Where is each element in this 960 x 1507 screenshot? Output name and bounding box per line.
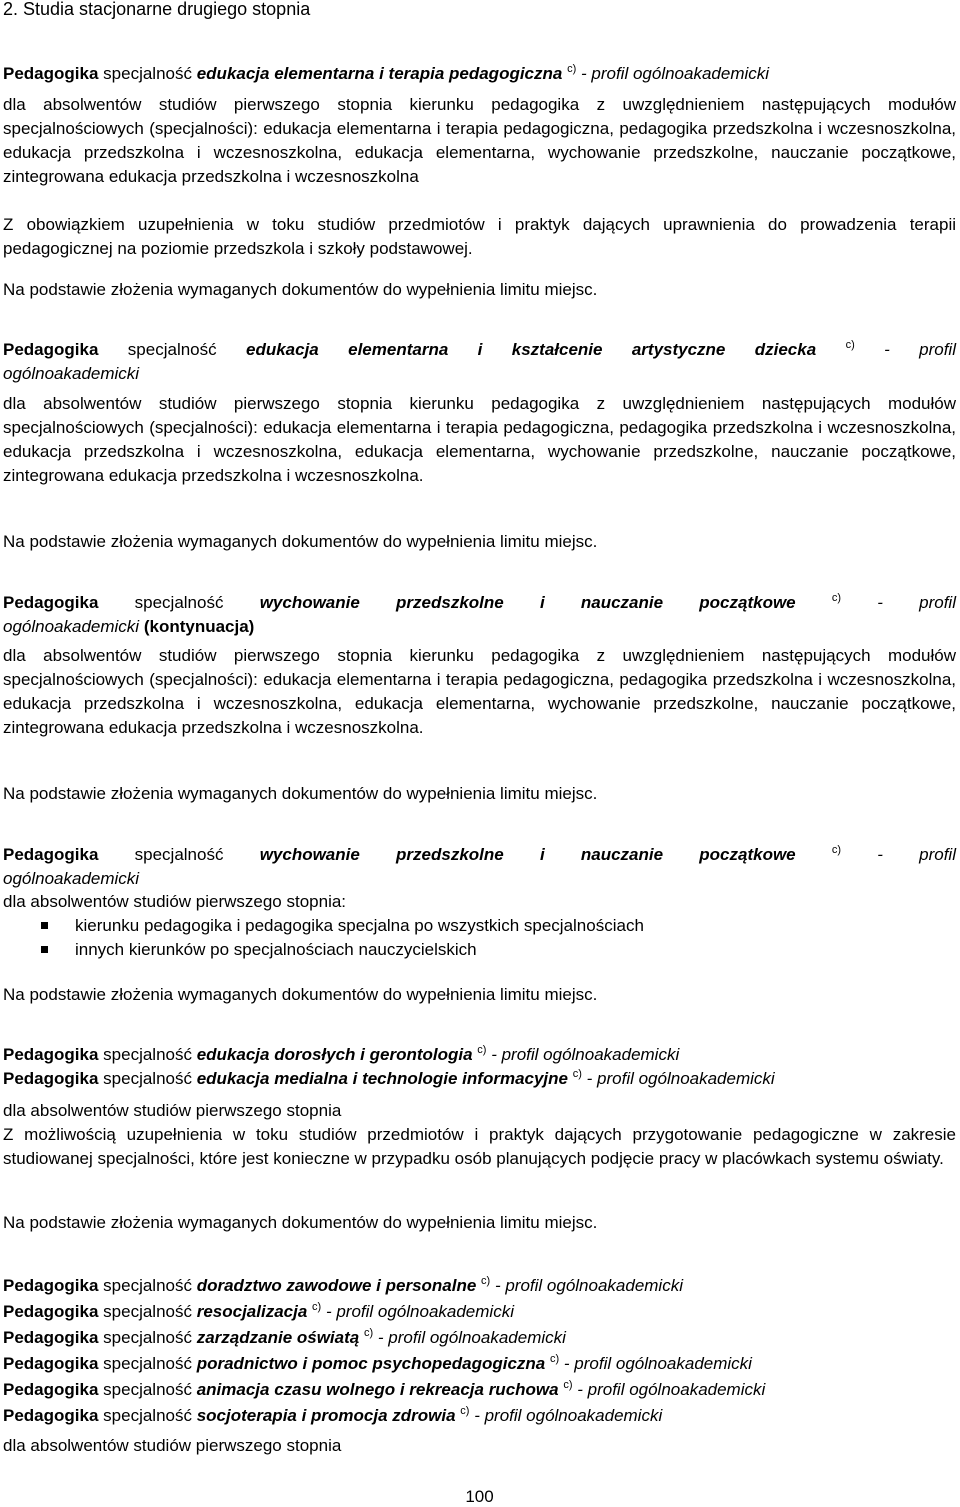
spec-word: specjalność	[103, 1302, 192, 1321]
program-intro-5: dla absolwentów studiów pierwszego stopnia	[3, 1101, 342, 1120]
spec-word: specjalność	[103, 1045, 192, 1064]
list-item-text: kierunku pedagogika i pedagogika specjalna po wszystkich specjalnościach	[75, 916, 644, 935]
heading-line	[3, 1378, 956, 1402]
bullet-square-icon	[41, 946, 48, 953]
section-title: 2. Studia stacjonarne drugiego stopnia	[3, 0, 311, 19]
heading-line	[3, 591, 956, 615]
specialty-name: edukacja medialna i technologie informacyjne	[196, 1069, 568, 1088]
footnote-mark: c)	[563, 1379, 573, 1391]
program-heading-6	[3, 1274, 956, 1428]
footnote-mark: c)	[477, 1044, 487, 1056]
profile-label: - profil	[877, 845, 956, 864]
spec-word: specjalność	[103, 1276, 192, 1295]
heading-line	[3, 1300, 956, 1324]
program-description-2: dla absolwentów studiów pierwszego stopnia kierunku pedagogika z uwzględnieniem następujących modułów specjalnościowych (specjalności): edukacja elementarna i terapia pedagogiczna, pedagogika przedszkolna i wczesnoszkolna, edukacja przedszkolna i wczesnoszkolna, edukacja elementarna, wychowanie przedszkolne, nauczanie początkowe, zintegrowana edukacja przedszkolna i wczesnoszkolna.	[3, 394, 956, 485]
list-item-text: innych kierunków po specjalnościach nauczycielskich	[75, 940, 477, 959]
profile-label: - profil ogólnoakademicki	[474, 1406, 663, 1425]
program-note-1: Z obowiązkiem uzupełnienia w toku studiów przedmiotów i praktyk dających uprawnienia do prowadzenia terapii pedagogicznej na poziomie przedszkola i szkoły podstawowej.	[3, 215, 956, 258]
program-heading-3	[3, 591, 956, 639]
heading-line	[3, 1274, 956, 1298]
heading-line	[3, 1404, 956, 1428]
heading-line	[3, 1352, 956, 1376]
profile-label: - profil ogólnoakademicki	[563, 1354, 752, 1373]
profile-label-cont: ogólnoakademicki	[3, 869, 140, 888]
admission-rule-2: Na podstawie złożenia wymaganych dokumentów do wypełnienia limitu miejsc.	[3, 532, 598, 551]
admission-rule-5: Na podstawie złożenia wymaganych dokumentów do wypełnienia limitu miejsc.	[3, 1213, 598, 1232]
profile-label: - profil ogólnoakademicki	[581, 64, 770, 83]
footnote-mark: c)	[845, 339, 855, 351]
program-label: Pedagogika	[3, 845, 99, 864]
spec-word: specjalność	[127, 340, 217, 359]
profile-label: - profil ogólnoakademicki	[325, 1302, 514, 1321]
profile-label: - profil	[884, 340, 956, 359]
spec-word: specjalność	[103, 1380, 192, 1399]
program-label: Pedagogika	[3, 1354, 99, 1373]
program-label: Pedagogika	[3, 1069, 99, 1088]
bullet-list	[3, 914, 956, 962]
footnote-mark: c)	[460, 1405, 470, 1417]
footnote-mark: c)	[550, 1353, 560, 1365]
program-label: Pedagogika	[3, 340, 99, 359]
page-number: 100	[465, 1487, 494, 1506]
admission-rule-1: Na podstawie złożenia wymaganych dokumentów do wypełnienia limitu miejsc.	[3, 280, 598, 299]
profile-label: - profil ogólnoakademicki	[377, 1328, 566, 1347]
program-label: Pedagogika	[3, 64, 99, 83]
heading-line	[3, 843, 956, 867]
program-description-3: dla absolwentów studiów pierwszego stopnia kierunku pedagogika z uwzględnieniem następujących modułów specjalnościowych (specjalności): edukacja elementarna i terapia pedagogiczna, pedagogika przedszkolna i wczesnoszkolna, edukacja przedszkolna i wczesnoszkolna, edukacja elementarna, wychowanie przedszkolne, nauczanie początkowe, zintegrowana edukacja przedszkolna i wczesnoszkolna.	[3, 646, 956, 737]
spec-word: specjalność	[103, 1406, 192, 1425]
specialty-name: edukacja dorosłych i gerontologia	[196, 1045, 473, 1064]
spec-word: specjalność	[134, 593, 224, 612]
specialty-name: edukacja elementarna i terapia pedagogiczna	[196, 64, 563, 83]
heading-line	[3, 1067, 956, 1091]
program-heading-1	[3, 62, 956, 86]
program-heading-2	[3, 338, 956, 386]
program-label: Pedagogika	[3, 1276, 99, 1295]
footnote-mark: c)	[572, 1068, 582, 1080]
program-label: Pedagogika	[3, 1380, 99, 1399]
program-label: Pedagogika	[3, 1302, 99, 1321]
heading-line	[3, 1326, 956, 1350]
specialty-name: wychowanie przedszkolne i nauczanie początkowe	[259, 845, 796, 864]
list-item	[3, 938, 956, 962]
program-label: Pedagogika	[3, 1406, 99, 1425]
heading-line	[3, 338, 956, 362]
profile-label: - profil ogólnoakademicki	[494, 1276, 683, 1295]
program-label: Pedagogika	[3, 593, 99, 612]
program-heading-5	[3, 1043, 956, 1091]
program-intro-6: dla absolwentów studiów pierwszego stopnia	[3, 1436, 342, 1455]
footnote-mark: c)	[831, 592, 842, 604]
profile-label: - profil ogólnoakademicki	[586, 1069, 775, 1088]
footnote-mark: c)	[312, 1301, 322, 1313]
specialty-name: animacja czasu wolnego i rekreacja ruchowa	[196, 1380, 559, 1399]
footnote-mark: c)	[481, 1275, 491, 1287]
profile-label-cont: ogólnoakademicki	[3, 617, 140, 636]
program-heading-4	[3, 843, 956, 891]
program-note-5: Z możliwością uzupełnienia w toku studiów przedmiotów i praktyk dających przygotowanie pedagogiczne w zakresie studiowanej specjalności, które jest konieczne w przypadku osób planujących podjęcie pracy w placówkach systemu oświaty.	[3, 1125, 956, 1168]
specialty-name: resocjalizacja	[196, 1302, 308, 1321]
specialty-name: edukacja elementarna i kształcenie artystyczne dziecka	[246, 340, 817, 359]
heading-line	[3, 1043, 956, 1067]
continuation-label: (kontynuacja)	[143, 617, 255, 636]
footnote-mark: c)	[363, 1327, 374, 1339]
profile-label: - profil ogólnoakademicki	[577, 1380, 766, 1399]
bullet-square-icon	[41, 922, 48, 929]
program-label: Pedagogika	[3, 1328, 99, 1347]
specialty-name: socjoterapia i promocja zdrowia	[196, 1406, 456, 1425]
footnote-mark: c)	[831, 844, 842, 856]
spec-word: specjalność	[103, 1328, 192, 1347]
specialty-name: zarządzanie oświatą	[196, 1328, 360, 1347]
footnote-mark: c)	[567, 63, 577, 75]
profile-label: - profil	[877, 593, 956, 612]
heading-line-2	[3, 615, 956, 639]
admission-rule-4: Na podstawie złożenia wymaganych dokumentów do wypełnienia limitu miejsc.	[3, 985, 598, 1004]
list-item	[3, 914, 956, 938]
spec-word: specjalność	[134, 845, 224, 864]
spec-word: specjalność	[103, 1069, 192, 1088]
program-intro-4: dla absolwentów studiów pierwszego stopnia:	[3, 892, 347, 911]
spec-word: specjalność	[103, 1354, 192, 1373]
specialty-name: poradnictwo i pomoc psychopedagogiczna	[196, 1354, 546, 1373]
program-description-1: dla absolwentów studiów pierwszego stopnia kierunku pedagogika z uwzględnieniem następujących modułów specjalnościowych (specjalności): edukacja elementarna i terapia pedagogiczna, pedagogika przedszkolna i wczesnoszkolna, edukacja przedszkolna i wczesnoszkolna, edukacja elementarna, wychowanie przedszkolne, nauczanie początkowe, zintegrowana edukacja przedszkolna i wczesnoszkolna	[3, 95, 956, 186]
profile-label-cont: ogólnoakademicki	[3, 364, 140, 383]
profile-label: - profil ogólnoakademicki	[491, 1045, 680, 1064]
spec-word: specjalność	[103, 64, 192, 83]
admission-rule-3: Na podstawie złożenia wymaganych dokumentów do wypełnienia limitu miejsc.	[3, 784, 598, 803]
specialty-name: wychowanie przedszkolne i nauczanie początkowe	[259, 593, 796, 612]
program-label: Pedagogika	[3, 1045, 99, 1064]
specialty-name: doradztwo zawodowe i personalne	[196, 1276, 477, 1295]
